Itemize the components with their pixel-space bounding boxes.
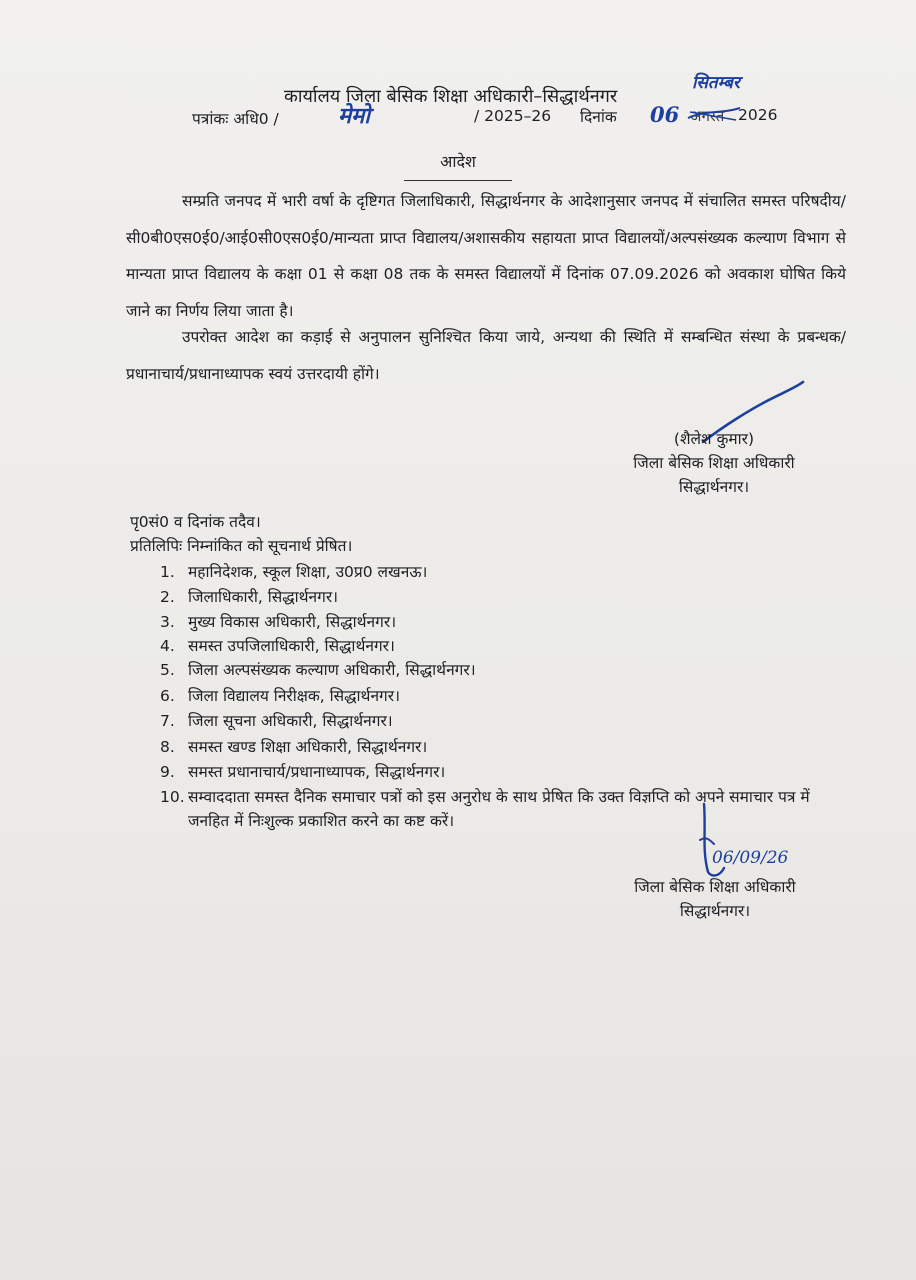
signature-block-2 <box>600 875 830 923</box>
handwritten-sign-date: 06/09/26 <box>712 848 789 868</box>
office-title: कार्यालय जिला बेसिक शिक्षा अधिकारी–सिद्धार्थनगर <box>284 86 618 107</box>
handwritten-month: सितम्बर <box>692 73 740 93</box>
reference-year: / 2025–26 <box>474 107 552 125</box>
reference-line: पृ0सं0 व दिनांक तदैव। <box>130 513 261 531</box>
order-paragraph-1: सम्प्रति जनपद में भारी वर्षा के दृष्टिगत जिलाधिकारी, सिद्धार्थनगर के आदेशानुसार जनपद में संचालित समस्त परिषदीय/सी0बी0एस0ई0/आई0सी0एस0ई0/मान्यता प्राप्त विद्यालय/अशासकीय सहायता प्राप्त विद्यालयों/अल्पसंख्यक कल्याण विभाग से मान्यता प्राप्त विद्यालय के कक्षा 01 से कक्षा 08 तक के समस्त विद्यालयों में दिनांक 07.09.2026 को अवकाश घोषित किये जाने का निर्णय लिया जाता है। <box>126 192 846 320</box>
date-label: दिनांक <box>580 108 617 126</box>
date-year: 2026 <box>738 106 778 124</box>
signatory-name: (शैलेश कुमार) <box>673 430 755 448</box>
signature-block-1 <box>604 427 824 499</box>
signatory-location-2: सिद्धार्थनगर। <box>679 902 751 920</box>
signatory-location: सिद्धार्थनगर। <box>678 478 750 496</box>
order-heading-underline <box>404 180 512 181</box>
month-strike-marks <box>0 0 916 130</box>
signatory-designation-2: जिला बेसिक शिक्षा अधिकारी <box>634 878 796 896</box>
copy-to-line: प्रतिलिपिः निम्नांकित को सूचनार्थ प्रेषित। <box>130 537 353 555</box>
document-page: कार्यालय जिला बेसिक शिक्षा अधिकारी–सिद्धार्थनगर पत्रांकः अधि0 / मेमो / 2025–26 दिनांक 06 अगस्त सितम्बर 2026 आदेश सम्प्रति जनपद में भारी वर्षा के दृष्टिगत जिलाधिकारी, सिद्धार्थनगर के आदेशानुसार जनपद में संचालित समस्त परिषदीय/सी0बी0एस0ई0/आई0सी0एस0ई0/मान्यता प्राप्त विद्यालय/अशासकीय सहायता प्राप्त विद्यालयों/अल्पसंख्यक कल्याण विभाग से मान्यता प्राप्त विद्यालय के कक्षा 01 से कक्षा 08 तक के समस्त विद्यालयों में दिनांक 07.09.2026 को अवकाश घोषित किये जाने का निर्णय लिया जाता है। उपरोक्त आदेश का कड़ाई से अनुपालन सुनिश्चित किया जाये, अन्यथा की स्थिति में सम्बन्धित संस्था के प्रबन्धक/प्रधानाचार्य/प्रधानाध्यापक स्वयं उत्तरदायी होंगे। (शैलेश कुमार) जिला बेसिक शिक्षा अधिकारी सिद्धार्थनगर। पृ0सं0 व दिनांक तदैव। प्रतिलिपिः निम्नांकित को सूचनार्थ प्रेषित। 1. महानिदेशक, स्कूल शिक्षा, उ0प्र0 लखनऊ। 2. जिलाधिकारी, सिद्धार्थनगर। 3. मुख्य विकास अधिकारी, सिद्धार्थनगर। 4. समस्त उपजिलाधिकारी, सिद्धार्थनगर। 5. जिला अल्पसंख्यक कल्याण अधिकारी, सिद्धार्थनगर। 6. जिला विद्यालय निरीक्षक, सिद्धार्थनगर। 7. जिला सूचना अधिकारी, सिद्धार्थनगर। 8. समस्त खण्ड शिक्षा अधिकारी, सिद्धार्थनगर। 9. समस्त प्रधानाचार्य/प्रधानाध्यापक, सिद्धार्थनगर। 10. सम्वाददाता समस्त दैनिक समाचार पत्रों को इस अनुरोध के साथ प्रेषित कि उक्त विज्ञप्ति को अपने समाचार पत्र में जनहित में निःशुल्क प्रकाशित करने का कष्ट करें। 06/09/26 जिला बेसिक शिक्षा अधिकारी सिद्धार्थनगर। <box>0 0 916 1280</box>
signatory-designation: जिला बेसिक शिक्षा अधिकारी <box>633 454 795 472</box>
struck-month: अगस्त <box>690 107 725 125</box>
reference-number-label: पत्रांकः अधि0 / <box>192 110 279 128</box>
order-heading: आदेश <box>440 152 476 171</box>
handwritten-date-day: 06 <box>650 102 680 127</box>
handwritten-memo: मेमो <box>338 103 371 129</box>
order-paragraph-2: उपरोक्त आदेश का कड़ाई से अनुपालन सुनिश्चित किया जाये, अन्यथा की स्थिति में सम्बन्धित संस्था के प्रबन्धक/प्रधानाचार्य/प्रधानाध्यापक स्वयं उत्तरदायी होंगे। <box>126 328 846 383</box>
